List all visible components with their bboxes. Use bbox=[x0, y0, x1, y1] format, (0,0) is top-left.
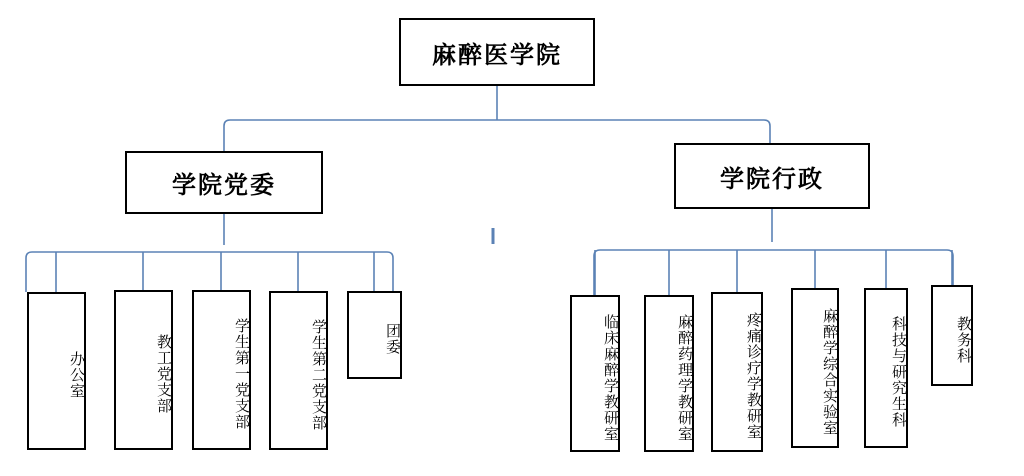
node-leaf bbox=[114, 290, 173, 450]
node-leaf bbox=[27, 292, 86, 450]
node-leaf-label: 教工党支部 bbox=[155, 334, 172, 414]
node-leaf-label: 麻醉药理学教研室 bbox=[676, 313, 693, 442]
node-leaf bbox=[791, 288, 839, 448]
node-leaf bbox=[711, 292, 763, 452]
node-leaf-label: 团委 bbox=[384, 323, 401, 355]
node-leaf bbox=[570, 295, 620, 452]
node-leaf bbox=[269, 291, 328, 450]
node-leaf bbox=[931, 285, 973, 386]
node-college-administration bbox=[674, 143, 870, 209]
node-leaf-label: 疼痛诊疗学教研室 bbox=[745, 312, 762, 440]
node-leaf-label: 麻醉学综合实验室 bbox=[821, 308, 838, 436]
node-leaf-label: 临床麻醉学教研室 bbox=[602, 313, 619, 442]
node-leaf-label: 办公室 bbox=[68, 351, 85, 399]
node-leaf bbox=[644, 295, 694, 452]
node-leaf-label: 科技与研究生科 bbox=[890, 316, 907, 428]
node-leaf bbox=[347, 291, 402, 379]
node-leaf-label: 学生第二党支部 bbox=[310, 318, 327, 431]
node-leaf-label: 学生第一党支部 bbox=[233, 318, 250, 430]
node-leaf bbox=[192, 290, 251, 450]
node-leaf bbox=[864, 288, 908, 448]
node-college-administration-label: 学院行政 bbox=[720, 165, 824, 193]
node-party-committee-label: 学院党委 bbox=[172, 172, 276, 199]
node-leaf-label: 教务科 bbox=[955, 315, 972, 364]
node-root bbox=[399, 18, 595, 86]
node-party-committee bbox=[125, 151, 323, 214]
node-root-label: 麻醉医学院 bbox=[432, 41, 562, 69]
